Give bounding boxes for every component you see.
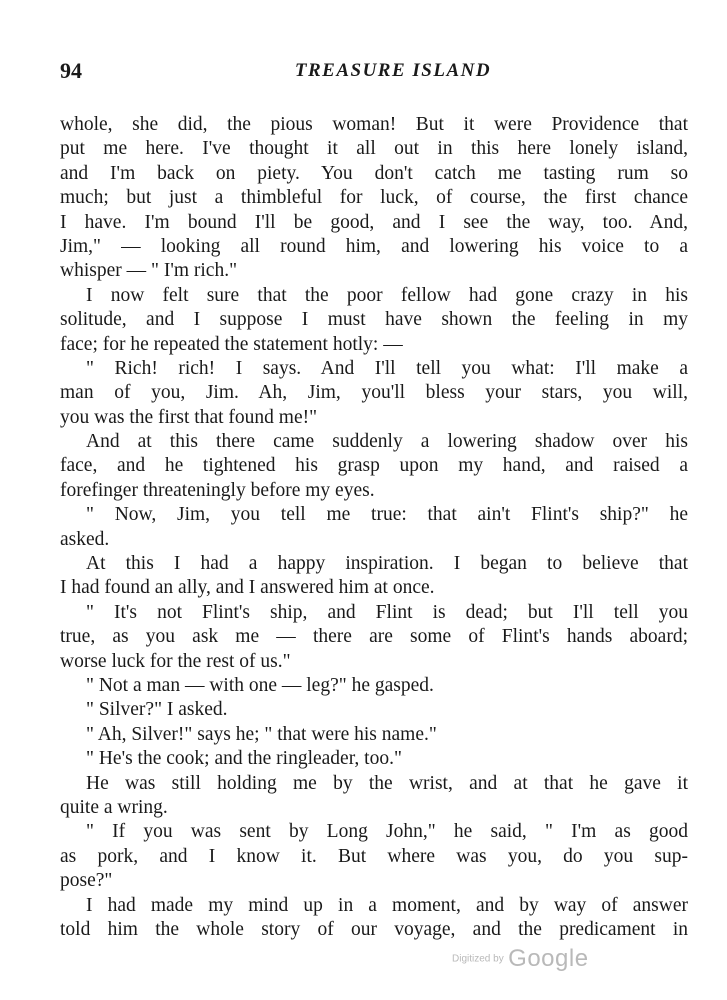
text-line: much; but just a thimbleful for luck, of course, the first chance	[60, 187, 688, 209]
text-line: He was still holding me by the wrist, and at that he gave it	[86, 772, 688, 794]
text-line: " If you was sent by Long John," he said, " I'm as good	[86, 821, 688, 843]
text-line: Jim," — looking all round him, and lowering his voice to a	[60, 235, 688, 257]
text-line: " Silver?" I asked.	[86, 699, 228, 721]
text-line: " Ah, Silver!" says he; " that were his name."	[86, 723, 437, 745]
text-line: " Not a man — with one — leg?" he gasped.	[86, 674, 434, 696]
text-line: I now felt sure that the poor fellow had gone crazy in his	[86, 284, 688, 306]
text-line: put me here. I've thought it all out in this here lonely island,	[60, 138, 688, 160]
text-line: I had found an ally, and I answered him at once.	[60, 577, 435, 599]
text-line: And at this there came suddenly a lowering shadow over his	[86, 431, 688, 453]
text-line: true, as you ask me — there are some of Flint's hands aboard;	[60, 626, 688, 648]
text-line: quite a wring.	[60, 796, 168, 818]
running-head	[60, 58, 686, 88]
text-line: you was the first that found me!"	[60, 406, 318, 428]
digitization-watermark	[452, 945, 589, 973]
page-number: 94	[60, 58, 82, 83]
watermark-brand: Google	[508, 945, 589, 972]
text-line: asked.	[60, 528, 110, 550]
text-line: and I'm back on piety. You don't catch me tasting rum so	[60, 162, 688, 184]
text-line: worse luck for the rest of us."	[60, 650, 291, 672]
text-line: as pork, and I know it. But where was you, do you sup-	[60, 845, 688, 867]
running-title: TREASURE ISLAND	[294, 60, 492, 81]
text-line: face, and he tightened his grasp upon my hand, and raised a	[60, 455, 688, 477]
text-line: At this I had a happy inspiration. I began to believe that	[86, 553, 688, 575]
text-line: " He's the cook; and the ringleader, too."	[86, 748, 402, 770]
text-line: " Now, Jim, you tell me true: that ain't Flint's ship?" he	[86, 504, 688, 526]
text-line: whisper — " I'm rich."	[60, 260, 238, 282]
body-text	[60, 113, 688, 942]
text-line: I have. I'm bound I'll be good, and I see the way, too. And,	[60, 211, 688, 233]
watermark-prefix: Digitized by	[452, 953, 504, 965]
text-line: pose?"	[60, 870, 113, 892]
text-line: solitude, and I suppose I must have shown the feeling in my	[60, 309, 688, 331]
text-line: " Rich! rich! I says. And I'll tell you what: I'll make a	[86, 357, 688, 379]
text-line: " It's not Flint's ship, and Flint is dead; but I'll tell you	[86, 601, 688, 623]
text-line: I had made my mind up in a moment, and by way of answer	[86, 894, 688, 916]
text-line: man of you, Jim. Ah, Jim, you'll bless your stars, you will,	[60, 382, 688, 404]
text-line: told him the whole story of our voyage, and the predicament in	[60, 918, 688, 940]
text-line: whole, she did, the pious woman! But it were Providence that	[60, 114, 688, 135]
text-line: forefinger threateningly before my eyes.	[60, 479, 375, 501]
text-line: face; for he repeated the statement hotly: —	[60, 333, 403, 355]
